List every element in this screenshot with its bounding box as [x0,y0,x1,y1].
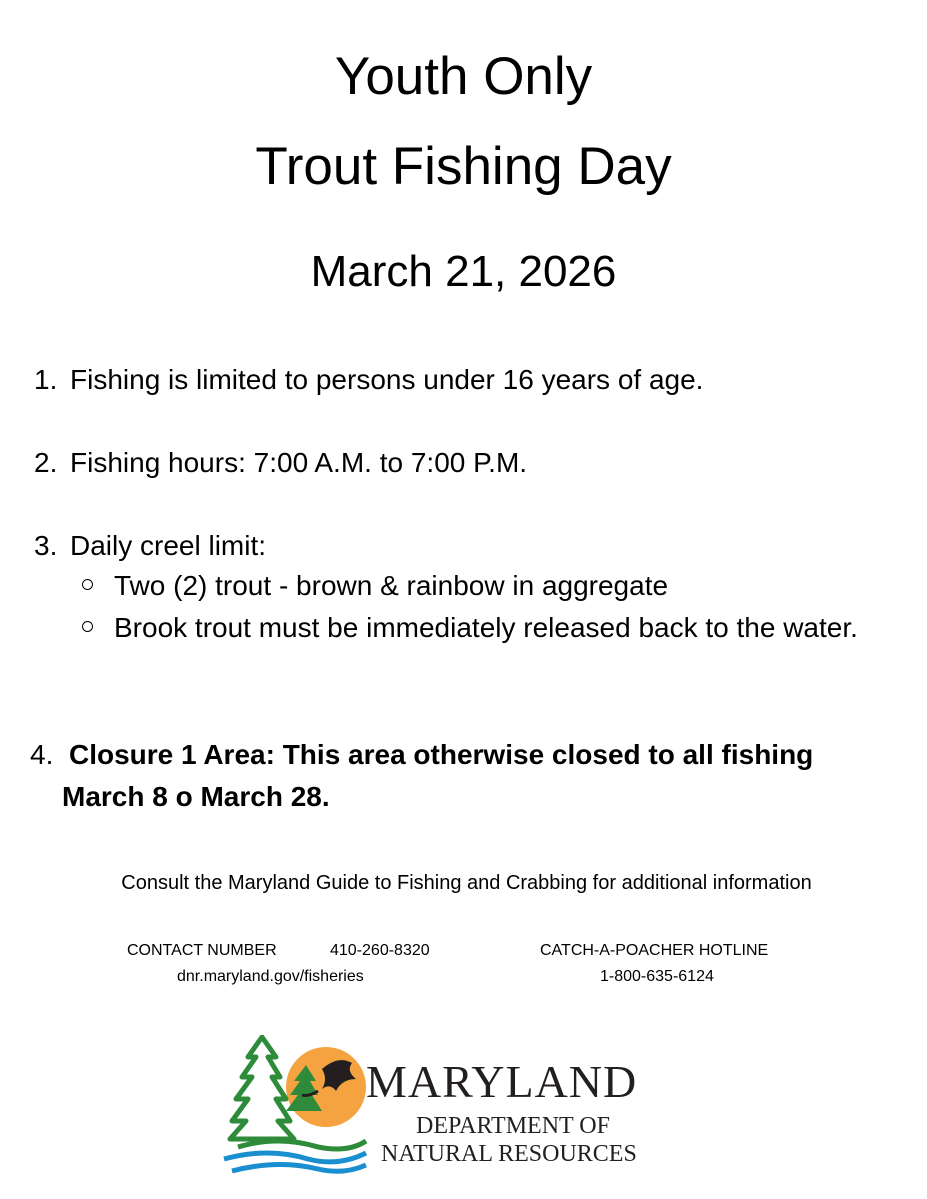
closure-text-line-1: Closure 1 Area: This area otherwise closed to all fishing [69,739,814,770]
title-line-2: Trout Fishing Day [255,137,672,196]
logo-maryland-text: MARYLAND [366,1056,638,1107]
event-date: March 21, 2026 [310,247,617,296]
consult-guide-note: Consult the Maryland Guide to Fishing and Crabbing for additional information [121,872,812,894]
hotline-number: 1-800-635-6124 [600,968,714,985]
contact-label: CONTACT NUMBER [127,942,277,959]
bullet-circle-icon [82,579,93,590]
rule-text: Daily creel limit: [70,530,267,561]
contact-number: 410-260-8320 [330,942,430,959]
bullet-circle-icon [82,621,93,632]
dnr-emblem-icon [218,1035,368,1175]
closure-text-line-2: March 8 o March 28. [62,781,330,812]
title-line-1: Youth Only [334,47,593,106]
dnr-logo [218,1035,708,1175]
sub-item-text: Two (2) trout - brown & rainbow in aggregate [114,570,669,601]
rule-number: 2. [34,447,58,478]
rule-number: 1. [34,364,58,395]
rule-text: Fishing hours: 7:00 A.M. to 7:00 P.M. [70,447,528,478]
logo-department-text: DEPARTMENT OF [416,1113,610,1139]
rule-number: 4. [30,739,54,770]
hotline-label: CATCH-A-POACHER HOTLINE [540,942,769,959]
logo-natural-resources-text: NATURAL RESOURCES [381,1141,637,1167]
sub-item-text: Brook trout must be immediately released back to the water. [114,612,858,643]
rule-text: Fishing is limited to persons under 16 years of age. [70,364,704,395]
website-link[interactable]: dnr.maryland.gov/fisheries [177,968,364,985]
rule-number: 3. [34,530,58,561]
